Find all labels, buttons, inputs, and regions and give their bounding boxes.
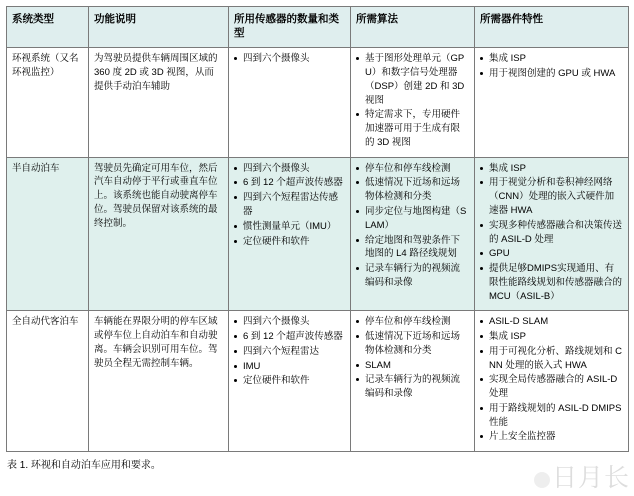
cell-algorithms xyxy=(351,311,475,452)
list-item: ASIL-D SLAM xyxy=(480,315,623,329)
list-item: 四到六个摄像头 xyxy=(234,52,345,66)
cell-algorithms xyxy=(351,157,475,311)
sensor-list xyxy=(234,162,345,249)
list-item: 四到六个短程雷达 xyxy=(234,345,345,359)
list-item: 用于视图创建的 GPU 或 HWA xyxy=(480,67,623,81)
device-feature-list xyxy=(480,162,623,304)
list-item: 低速情况下近场和远场物体检测和分类 xyxy=(356,176,469,204)
list-item: 基于图形处理单元（GPU）和数字信号处理器（DSP）创建 2D 和 3D 视图 xyxy=(356,52,469,107)
column-header-sensors: 所用传感器的数量和类型 xyxy=(229,7,351,48)
device-feature-list xyxy=(480,52,623,81)
requirements-table xyxy=(6,6,629,452)
cell-algorithms xyxy=(351,48,475,157)
cell-function: 驾驶员先确定可用车位，然后汽车自动停于平行或垂直车位上。该系统也能自动驶离停车位。驾驶员保留对该系统的最终控制。 xyxy=(89,157,229,311)
list-item: 给定地图和驾驶条件下地图的 L4 路径线规划 xyxy=(356,234,469,262)
cell-sensors xyxy=(229,48,351,157)
sensor-list xyxy=(234,52,345,66)
table-header-row xyxy=(7,7,629,48)
list-item: 集成 ISP xyxy=(480,162,623,176)
column-header-function: 功能说明 xyxy=(89,7,229,48)
algorithm-list xyxy=(356,162,469,290)
list-item: 集成 ISP xyxy=(480,330,623,344)
list-item: 同步定位与地图构建（SLAM） xyxy=(356,205,469,233)
column-header-algorithms: 所需算法 xyxy=(351,7,475,48)
list-item: 低速情况下近场和远场物体检测和分类 xyxy=(356,330,469,358)
list-item: 四到六个摄像头 xyxy=(234,162,345,176)
list-item: 6 到 12 个超声波传感器 xyxy=(234,176,345,190)
list-item: 记录车辆行为的视频流编码和录像 xyxy=(356,262,469,290)
cell-function: 车辆能在界限分明的停车区域或停车位上自动泊车和自动驶离。车辆会识别可用车位。驾驶员全程无需控制车辆。 xyxy=(89,311,229,452)
list-item: 实现全局传感器融合的 ASIL-D 处理 xyxy=(480,373,623,401)
algorithm-list xyxy=(356,315,469,401)
algorithm-list xyxy=(356,52,469,149)
table-caption: 表 1. 环视和自动泊车应用和要求。 xyxy=(7,460,161,472)
list-item: 定位硬件和软件 xyxy=(234,235,345,249)
list-item: 集成 ISP xyxy=(480,52,623,66)
list-item: 用于视觉分析和卷积神经网络（CNN）处理的嵌入式硬件加速器 HWA xyxy=(480,176,623,217)
list-item: 惯性测量单元（IMU） xyxy=(234,220,345,234)
column-header-system-type: 系统类型 xyxy=(7,7,89,48)
cell-function: 为驾驶员提供车辆周围区域的 360 度 2D 或 3D 视图，从而提供手动泊车辅助 xyxy=(89,48,229,157)
table-header xyxy=(7,7,629,48)
list-item: 停车位和停车线检测 xyxy=(356,315,469,329)
cell-sensors xyxy=(229,157,351,311)
cell-device-features xyxy=(475,157,629,311)
list-item: GPU xyxy=(480,247,623,261)
list-item: 用于路线规划的 ASIL-D DMIPS性能 xyxy=(480,402,623,430)
table-row xyxy=(7,311,629,452)
cell-system-type: 全自动代客泊车 xyxy=(7,311,89,452)
cell-system-type: 半自动泊车 xyxy=(7,157,89,311)
list-item: 记录车辆行为的视频流编码和录像 xyxy=(356,373,469,401)
list-item: 停车位和停车线检测 xyxy=(356,162,469,176)
cell-sensors xyxy=(229,311,351,452)
cell-system-type: 环视系统（又名环视监控） xyxy=(7,48,89,157)
list-item: 定位硬件和软件 xyxy=(234,374,345,388)
device-feature-list xyxy=(480,315,623,444)
list-item: 特定需求下，专用硬件加速器可用于生成有限的 3D 视图 xyxy=(356,108,469,149)
list-item: SLAM xyxy=(356,359,469,373)
list-item: 四到六个摄像头 xyxy=(234,315,345,329)
list-item: 实现多种传感器融合和决策传送的 ASIL-D 处理 xyxy=(480,219,623,247)
table-row xyxy=(7,48,629,157)
sun-icon xyxy=(534,472,550,488)
sensor-list xyxy=(234,315,345,388)
list-item: 提供足够DMIPS实现通用、有限性能路线规划和传感器融合的 MCU（ASIL-B） xyxy=(480,262,623,303)
list-item: 用于可视化分析、路线规划和 CNN 处理的嵌入式 HWA xyxy=(480,345,623,373)
table-row xyxy=(7,157,629,311)
cell-device-features xyxy=(475,311,629,452)
column-header-device-features: 所需器件特性 xyxy=(475,7,629,48)
table-body xyxy=(7,48,629,452)
list-item: IMU xyxy=(234,360,345,374)
cell-device-features xyxy=(475,48,629,157)
list-item: 6 到 12 个超声波传感器 xyxy=(234,330,345,344)
list-item: 四到六个短程雷达传感器 xyxy=(234,191,345,219)
list-item: 片上安全监控器 xyxy=(480,430,623,444)
watermark-text: 日月长 xyxy=(551,465,630,492)
